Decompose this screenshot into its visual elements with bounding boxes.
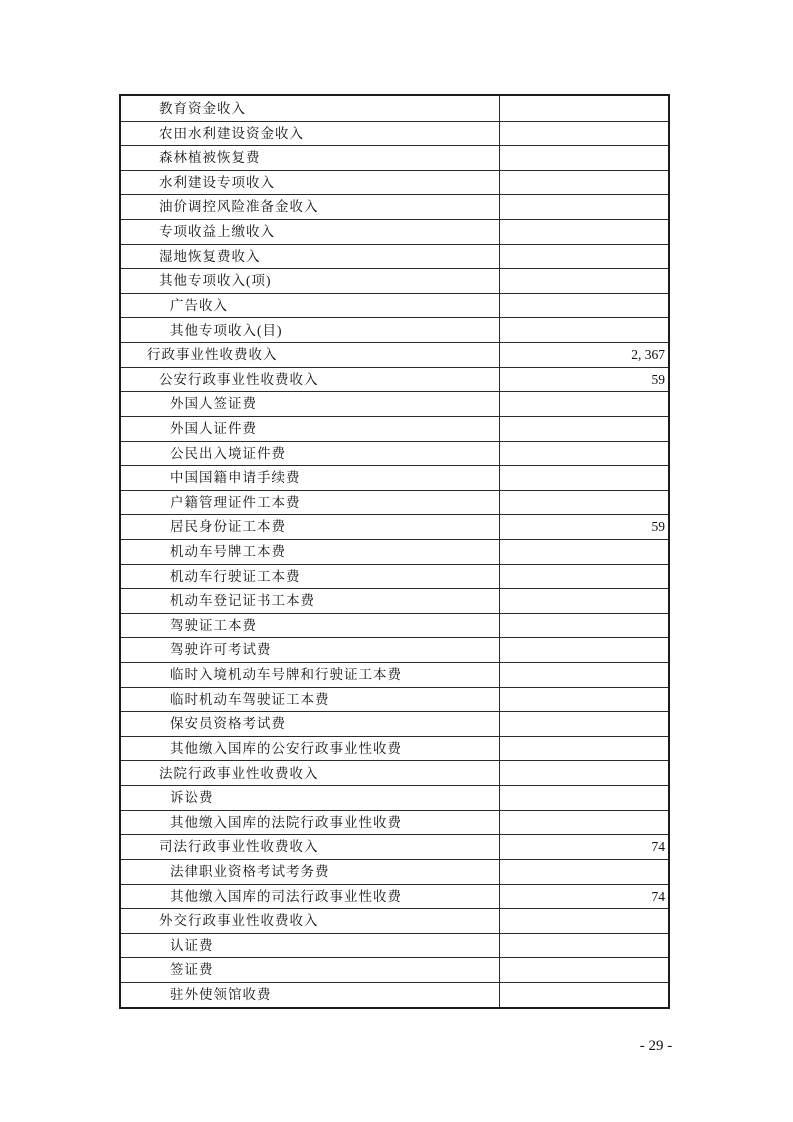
table-row	[121, 367, 668, 392]
item-label: 其他缴入国库的公安行政事业性收费	[121, 737, 500, 761]
item-label: 司法行政事业性收费收入	[121, 835, 500, 859]
table-row	[121, 121, 668, 146]
table-row	[121, 810, 668, 835]
amount-value: 59	[651, 371, 665, 387]
table-row	[121, 514, 668, 539]
item-label: 教育资金收入	[121, 96, 500, 121]
item-label: 农田水利建设资金收入	[121, 122, 500, 146]
table-row	[121, 465, 668, 490]
item-label: 机动车行驶证工本费	[121, 565, 500, 589]
item-label: 居民身份证工本费	[121, 515, 500, 539]
item-label: 法律职业资格考试考务费	[121, 860, 500, 884]
item-label: 驾驶证工本费	[121, 614, 500, 638]
item-label: 中国国籍申请手续费	[121, 466, 500, 490]
table-row	[121, 982, 668, 1007]
amount-value	[500, 122, 668, 146]
item-label: 其他缴入国库的司法行政事业性收费	[121, 885, 500, 909]
amount-value	[500, 958, 668, 982]
table-row	[121, 293, 668, 318]
table-row	[121, 564, 668, 589]
item-label: 户籍管理证件工本费	[121, 491, 500, 515]
amount-value	[500, 195, 668, 219]
amount-value	[500, 318, 668, 342]
table-row	[121, 145, 668, 170]
table-row	[121, 760, 668, 785]
amount-value: 74	[651, 839, 665, 855]
amount-value	[500, 491, 668, 515]
item-label: 法院行政事业性收费收入	[121, 761, 500, 785]
item-label: 外交行政事业性收费收入	[121, 909, 500, 933]
table-row	[121, 884, 668, 909]
table-row	[121, 539, 668, 564]
amount-value	[500, 934, 668, 958]
table-row	[121, 736, 668, 761]
amount-value	[500, 392, 668, 416]
item-label: 诉讼费	[121, 786, 500, 810]
amount-value	[500, 614, 668, 638]
table-row	[121, 859, 668, 884]
amount-value	[500, 909, 668, 933]
amount-value	[500, 171, 668, 195]
budget-table	[119, 94, 670, 1009]
item-label: 机动车登记证书工本费	[121, 589, 500, 613]
amount-value: 59	[651, 519, 665, 535]
item-label: 保安员资格考试费	[121, 712, 500, 736]
item-label: 湿地恢复费收入	[121, 245, 500, 269]
item-label: 其他专项收入(目)	[121, 318, 500, 342]
item-label: 油价调控风险准备金收入	[121, 195, 500, 219]
amount-value	[500, 565, 668, 589]
item-label: 其他专项收入(项)	[121, 269, 500, 293]
item-label: 签证费	[121, 958, 500, 982]
table-row	[121, 219, 668, 244]
table-row	[121, 637, 668, 662]
table-row	[121, 170, 668, 195]
amount-value	[500, 220, 668, 244]
table-row	[121, 687, 668, 712]
amount-value	[500, 712, 668, 736]
item-label: 外国人签证费	[121, 392, 500, 416]
amount-value: 74	[651, 888, 665, 904]
table-row	[121, 194, 668, 219]
item-label: 广告收入	[121, 294, 500, 318]
amount-value	[500, 245, 668, 269]
page-number: - 29 -	[639, 1038, 673, 1054]
amount-value: 2, 367	[631, 347, 665, 363]
table-row	[121, 711, 668, 736]
item-label: 机动车号牌工本费	[121, 540, 500, 564]
table-row	[121, 441, 668, 466]
table-row	[121, 613, 668, 638]
amount-value	[500, 294, 668, 318]
item-label: 公安行政事业性收费收入	[121, 368, 500, 392]
table-row	[121, 834, 668, 859]
item-label: 驾驶许可考试费	[121, 638, 500, 662]
amount-value	[500, 786, 668, 810]
amount-value	[500, 638, 668, 662]
item-label: 水利建设专项收入	[121, 171, 500, 195]
table-row	[121, 342, 668, 367]
item-label: 外国人证件费	[121, 417, 500, 441]
table-row	[121, 391, 668, 416]
amount-value	[500, 146, 668, 170]
amount-value	[500, 417, 668, 441]
item-label: 认证费	[121, 934, 500, 958]
item-label: 临时入境机动车号牌和行驶证工本费	[121, 663, 500, 687]
item-label: 专项收益上缴收入	[121, 220, 500, 244]
item-label: 行政事业性收费收入	[121, 343, 500, 367]
table-row	[121, 268, 668, 293]
table-row	[121, 908, 668, 933]
table-row	[121, 96, 668, 121]
amount-value	[500, 269, 668, 293]
table-row	[121, 317, 668, 342]
table-row	[121, 957, 668, 982]
amount-value	[500, 442, 668, 466]
item-label: 森林植被恢复费	[121, 146, 500, 170]
item-label: 其他缴入国库的法院行政事业性收费	[121, 811, 500, 835]
amount-value	[500, 737, 668, 761]
amount-value	[500, 466, 668, 490]
amount-value	[500, 983, 668, 1007]
item-label: 公民出入境证件费	[121, 442, 500, 466]
amount-value	[500, 811, 668, 835]
item-label: 驻外使领馆收费	[121, 983, 500, 1007]
table-row	[121, 416, 668, 441]
item-label: 临时机动车驾驶证工本费	[121, 688, 500, 712]
amount-value	[500, 761, 668, 785]
amount-value	[500, 860, 668, 884]
amount-value	[500, 96, 668, 121]
table-row	[121, 662, 668, 687]
table-row	[121, 244, 668, 269]
table-row	[121, 588, 668, 613]
amount-value	[500, 540, 668, 564]
table-row	[121, 933, 668, 958]
table-row	[121, 785, 668, 810]
amount-value	[500, 688, 668, 712]
amount-value	[500, 663, 668, 687]
amount-value	[500, 589, 668, 613]
table-row	[121, 490, 668, 515]
